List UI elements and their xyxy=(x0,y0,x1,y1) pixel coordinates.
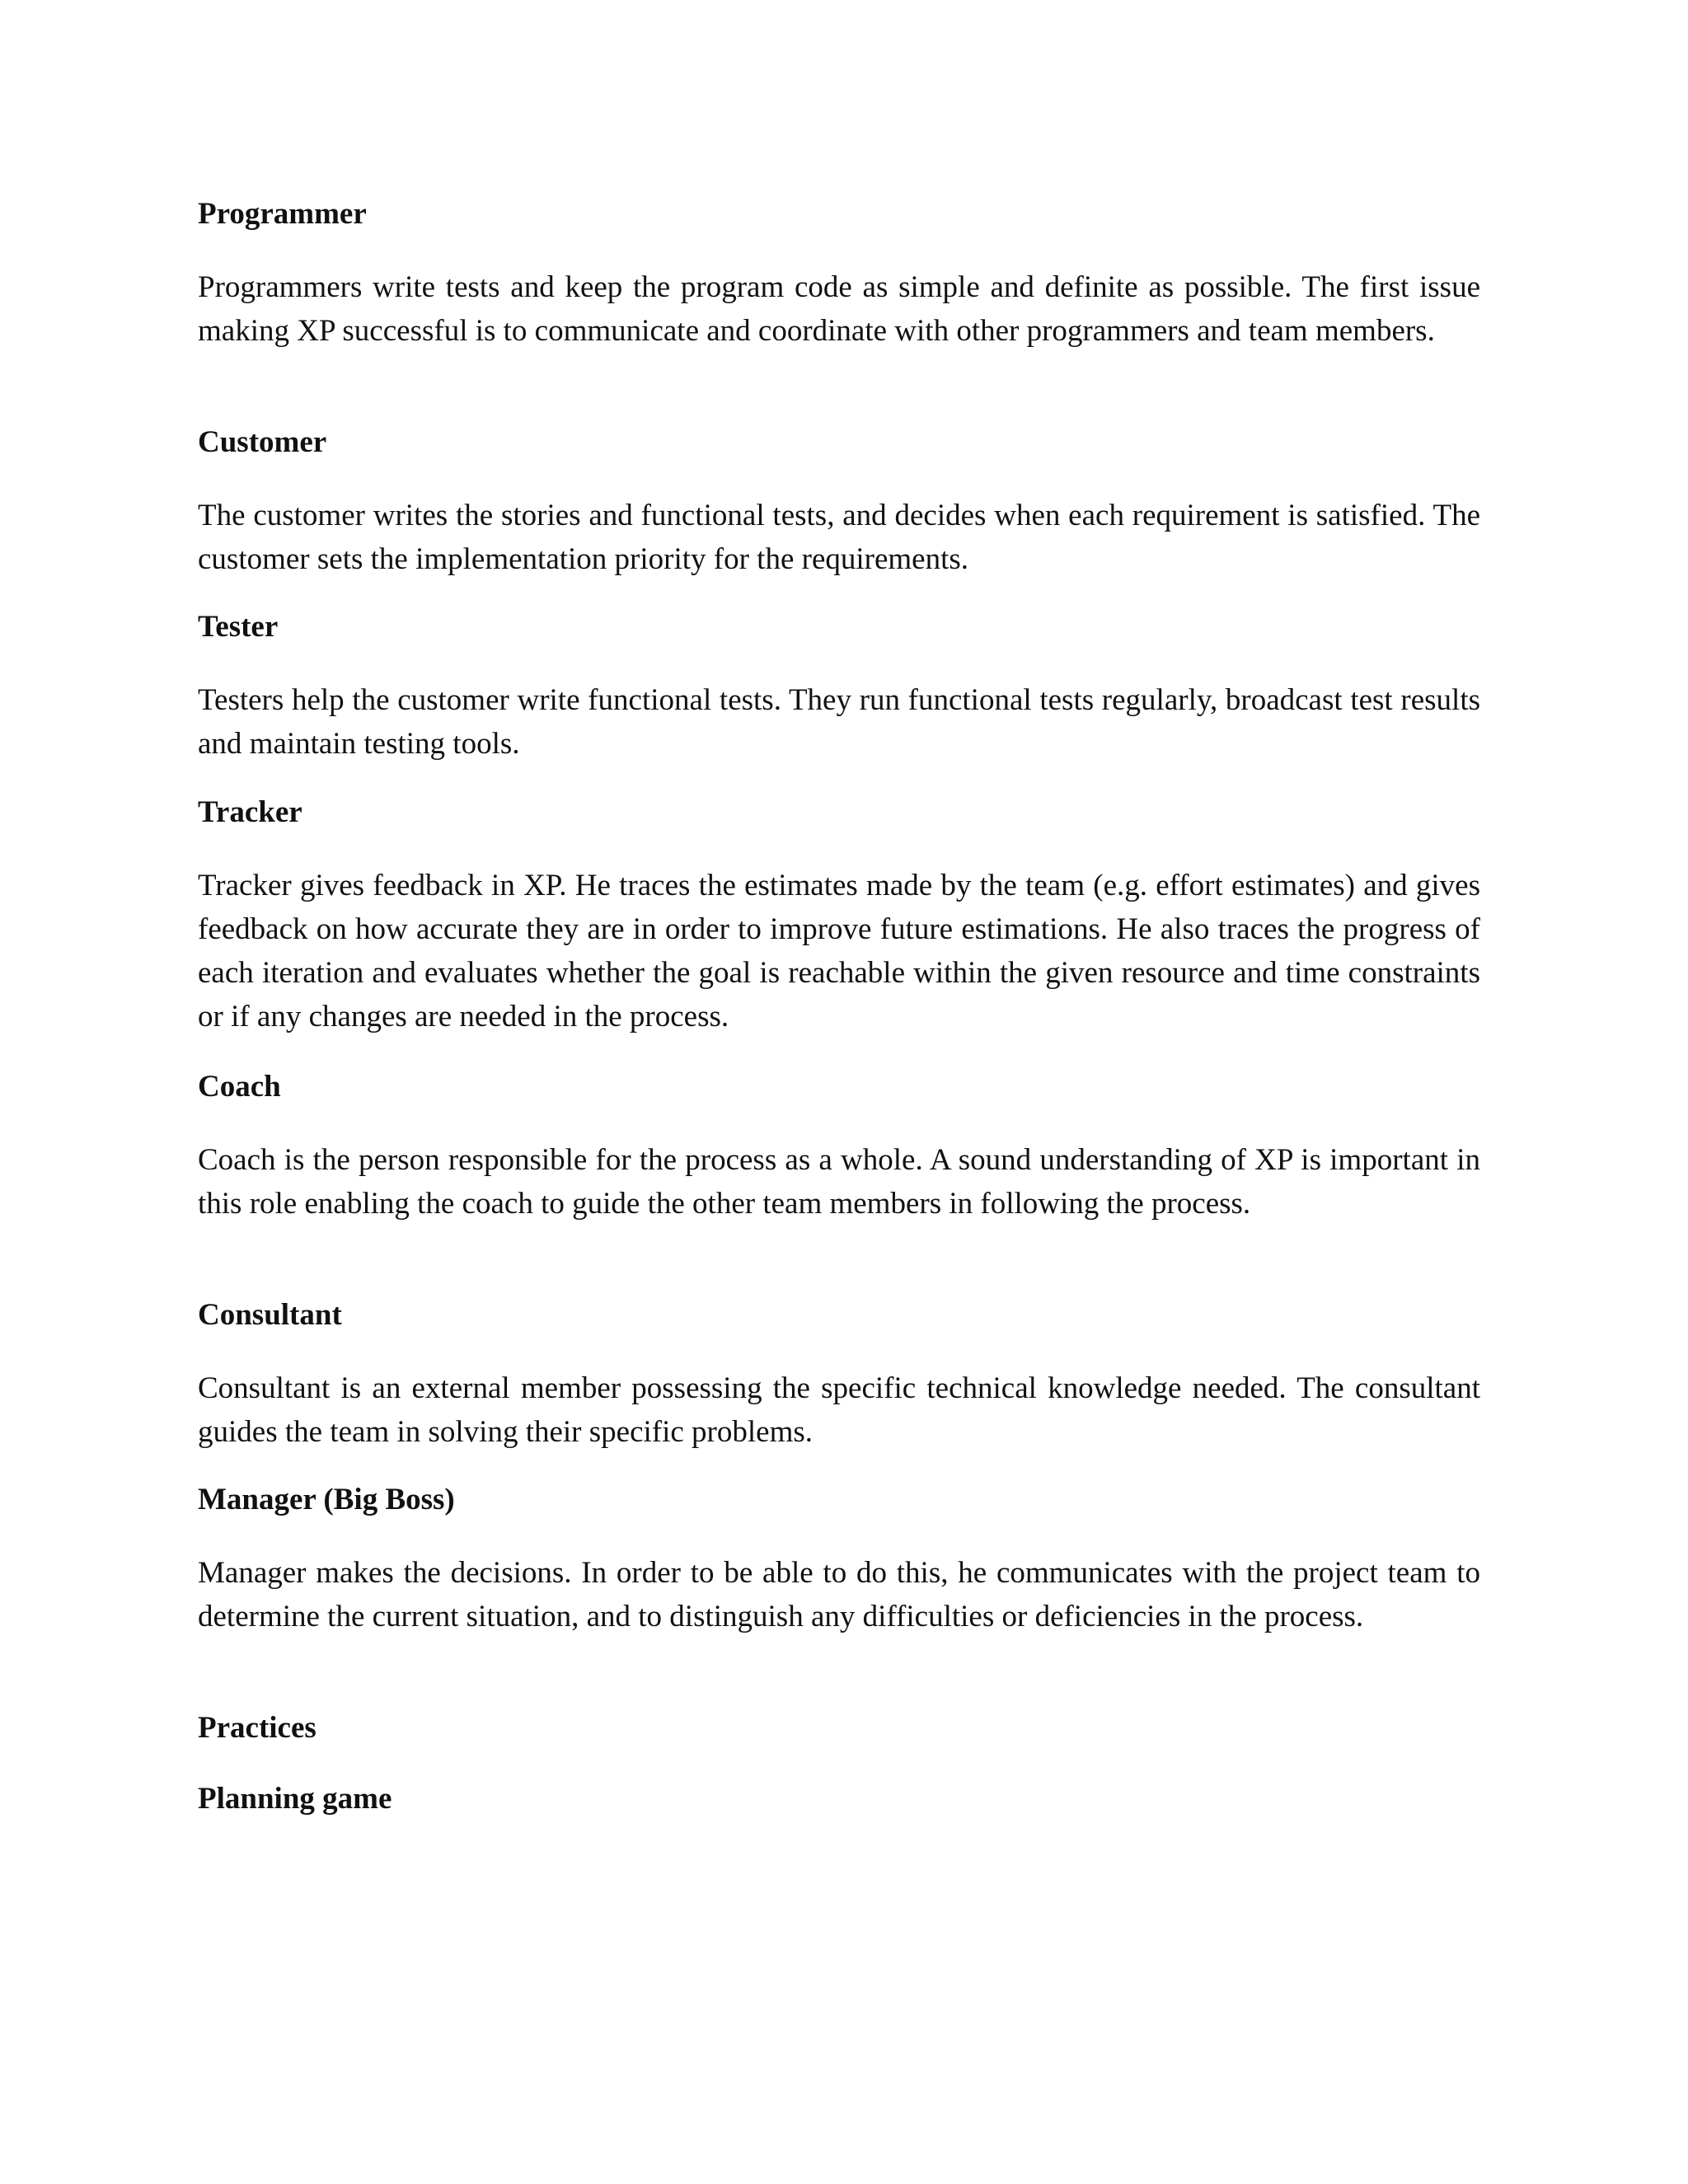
heading-practices: Practices xyxy=(198,1711,316,1745)
heading-consultant: Consultant xyxy=(198,1298,342,1332)
paragraph-programmer: Programmers write tests and keep the program code as simple and definite as possible. The first issue making XP successful is to communicate and coordinate with other programmers and team members. xyxy=(198,270,1480,348)
heading-planning-game: Planning game xyxy=(198,1782,392,1816)
paragraph-consultant: Consultant is an external member possessing the specific technical knowledge needed. The consultant guides the team in solving their specific problems. xyxy=(198,1371,1480,1449)
heading-coach: Coach xyxy=(198,1070,281,1104)
paragraph-tester: Testers help the customer write functional tests. They run functional tests regularly, broadcast test results and maintain testing tools. xyxy=(198,683,1480,761)
heading-manager: Manager (Big Boss) xyxy=(198,1483,455,1516)
heading-customer: Customer xyxy=(198,425,327,459)
paragraph-customer: The customer writes the stories and functional tests, and decides when each requirement is satisfied. The customer sets the implementation priority for the requirements. xyxy=(198,499,1480,576)
paragraph-tracker: Tracker gives feedback in XP. He traces the estimates made by the team (e.g. effort estimates) and gives feedback on how accurate they are in order to improve future estimations. He also traces the progress of each iteration and evaluates whether the goal is reachable within the given resource and time constraints or if any changes are needed in the process. xyxy=(198,869,1480,1033)
heading-programmer: Programmer xyxy=(198,197,367,231)
heading-tracker: Tracker xyxy=(198,795,302,829)
paragraph-manager: Manager makes the decisions. In order to be able to do this, he communicates with the project team to determine the current situation, and to distinguish any difficulties or deficiencies in the process. xyxy=(198,1556,1480,1633)
heading-tester: Tester xyxy=(198,610,279,644)
paragraph-coach: Coach is the person responsible for the process as a whole. A sound understanding of XP is important in this role enabling the coach to guide the other team members in following the process. xyxy=(198,1143,1480,1221)
